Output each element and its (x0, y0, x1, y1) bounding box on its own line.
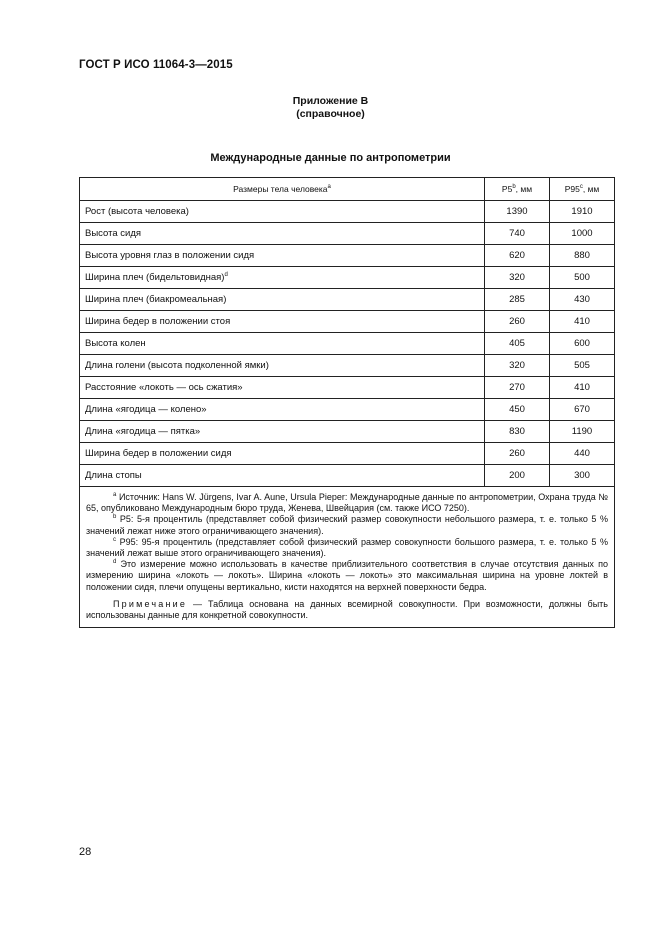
footnote-mark: c (113, 536, 116, 543)
table-row (80, 465, 615, 487)
table-body (80, 201, 615, 487)
cell-dimension: Ширина плеч (биакромеальная) (80, 289, 485, 311)
page-number: 28 (79, 846, 92, 858)
cell-dimension: Рост (высота человека) (80, 201, 485, 223)
cell-p95: 410 (550, 311, 615, 333)
table-row (80, 201, 615, 223)
footnote (86, 559, 608, 593)
table-row (80, 289, 615, 311)
table-row (80, 311, 615, 333)
footnotes (86, 492, 608, 593)
cell-p5: 200 (485, 465, 550, 487)
annex-subtitle: (справочное) (296, 108, 365, 120)
footnote-text: P5: 5-я процентиль (представляет собой физический размер совокупности небольшого размера, т. е. только 5 % значений лежат ниже этого ограничивающего значения). (86, 514, 608, 536)
cell-dimension: Длина голени (высота подколенной ямки) (80, 355, 485, 377)
cell-p5: 830 (485, 421, 550, 443)
footnote-mark: d (224, 271, 228, 278)
cell-p5: 320 (485, 267, 550, 289)
table-row (80, 245, 615, 267)
column-header-p5: P5$^b$, мм (485, 178, 550, 201)
cell-p5: 285 (485, 289, 550, 311)
footnote (86, 492, 608, 514)
cell-p95: 505 (550, 355, 615, 377)
cell-p95: 880 (550, 245, 615, 267)
cell-p95: 1190 (550, 421, 615, 443)
table-notes (80, 487, 615, 628)
cell-dimension: Высота уровня глаз в положении сидя (80, 245, 485, 267)
cell-dimension: Расстояние «локоть — ось сжатия» (80, 377, 485, 399)
cell-p5: 270 (485, 377, 550, 399)
cell-p95: 440 (550, 443, 615, 465)
cell-p5: 260 (485, 311, 550, 333)
cell-p5: 405 (485, 333, 550, 355)
cell-dimension: Ширина плеч (бидельтовидная)$^d$ (80, 267, 485, 289)
cell-p95: 300 (550, 465, 615, 487)
note-label: Примечание (113, 598, 188, 609)
cell-p95: 410 (550, 377, 615, 399)
cell-p5: 260 (485, 443, 550, 465)
cell-dimension: Длина стопы (80, 465, 485, 487)
cell-p5: 320 (485, 355, 550, 377)
cell-p95: 500 (550, 267, 615, 289)
cell-p95: 1910 (550, 201, 615, 223)
table-row (80, 443, 615, 465)
cell-dimension: Длина «ягодица — пятка» (80, 421, 485, 443)
anthropometry-table (79, 177, 615, 628)
document-id: ГОСТ Р ИСО 11064-3—2015 (79, 59, 233, 71)
footnote (86, 537, 608, 559)
annex-title: Приложение В (292, 95, 369, 107)
footnote-mark: b (113, 514, 117, 521)
table-notes-row (80, 487, 615, 628)
cell-dimension: Ширина бедер в положении стоя (80, 311, 485, 333)
footnote (86, 514, 608, 536)
table-row (80, 223, 615, 245)
cell-p5: 620 (485, 245, 550, 267)
table-row (80, 355, 615, 377)
table-row (80, 421, 615, 443)
cell-p95: 600 (550, 333, 615, 355)
footnote-text: Это измерение можно использовать в качестве приблизительного соответствия в случае отсутствия данных по измерению ширина «локоть — локоть». Ширина «локоть — локоть» это максимальная ширина на уровне локтей в положении сидя, плечи опущены вертикально, кисти находятся на верхней поверхности бедра. (86, 559, 608, 592)
table-row (80, 399, 615, 421)
anthropometry-table-container (79, 177, 614, 628)
table-note (86, 599, 608, 621)
table-row (80, 267, 615, 289)
cell-p5: 1390 (485, 201, 550, 223)
cell-p5: 450 (485, 399, 550, 421)
annex-heading (0, 95, 661, 121)
cell-p95: 1000 (550, 223, 615, 245)
cell-p95: 670 (550, 399, 615, 421)
footnote-mark: a (113, 492, 117, 498)
column-header-p95: P95$^c$, мм (550, 178, 615, 201)
cell-dimension: Длина «ягодица — колено» (80, 399, 485, 421)
footnote-text: Источник: Hans W. Jürgens, Ivar A. Aune, Ursula Pieper: Международные данные по антропометрии, Охрана труда № 65, опубликовано Международным бюро труда, Женева, Швейцария (см. также ИСО 7250). (86, 492, 608, 514)
table-row (80, 377, 615, 399)
table-title: Международные данные по антропометрии (210, 152, 451, 164)
cell-dimension: Высота колен (80, 333, 485, 355)
footnote-text: P95: 95-я процентиль (представляет собой физический размер совокупности большого размера, т. е. только 5 % значений лежат выше этого ограничивающего значения). (86, 536, 608, 559)
cell-p5: 740 (485, 223, 550, 245)
footnote-mark: d (113, 559, 117, 566)
column-header-name: Размеры тела человека$^a$ (80, 178, 485, 201)
cell-p95: 430 (550, 289, 615, 311)
table-row (80, 333, 615, 355)
table-header-row (80, 178, 615, 201)
cell-dimension: Высота сидя (80, 223, 485, 245)
note-text: — Таблица основана на данных всемирной совокупности. При возможности, должны быть использованы данные для конкретной совокупности. (86, 598, 608, 621)
cell-dimension: Ширина бедер в положении сидя (80, 443, 485, 465)
